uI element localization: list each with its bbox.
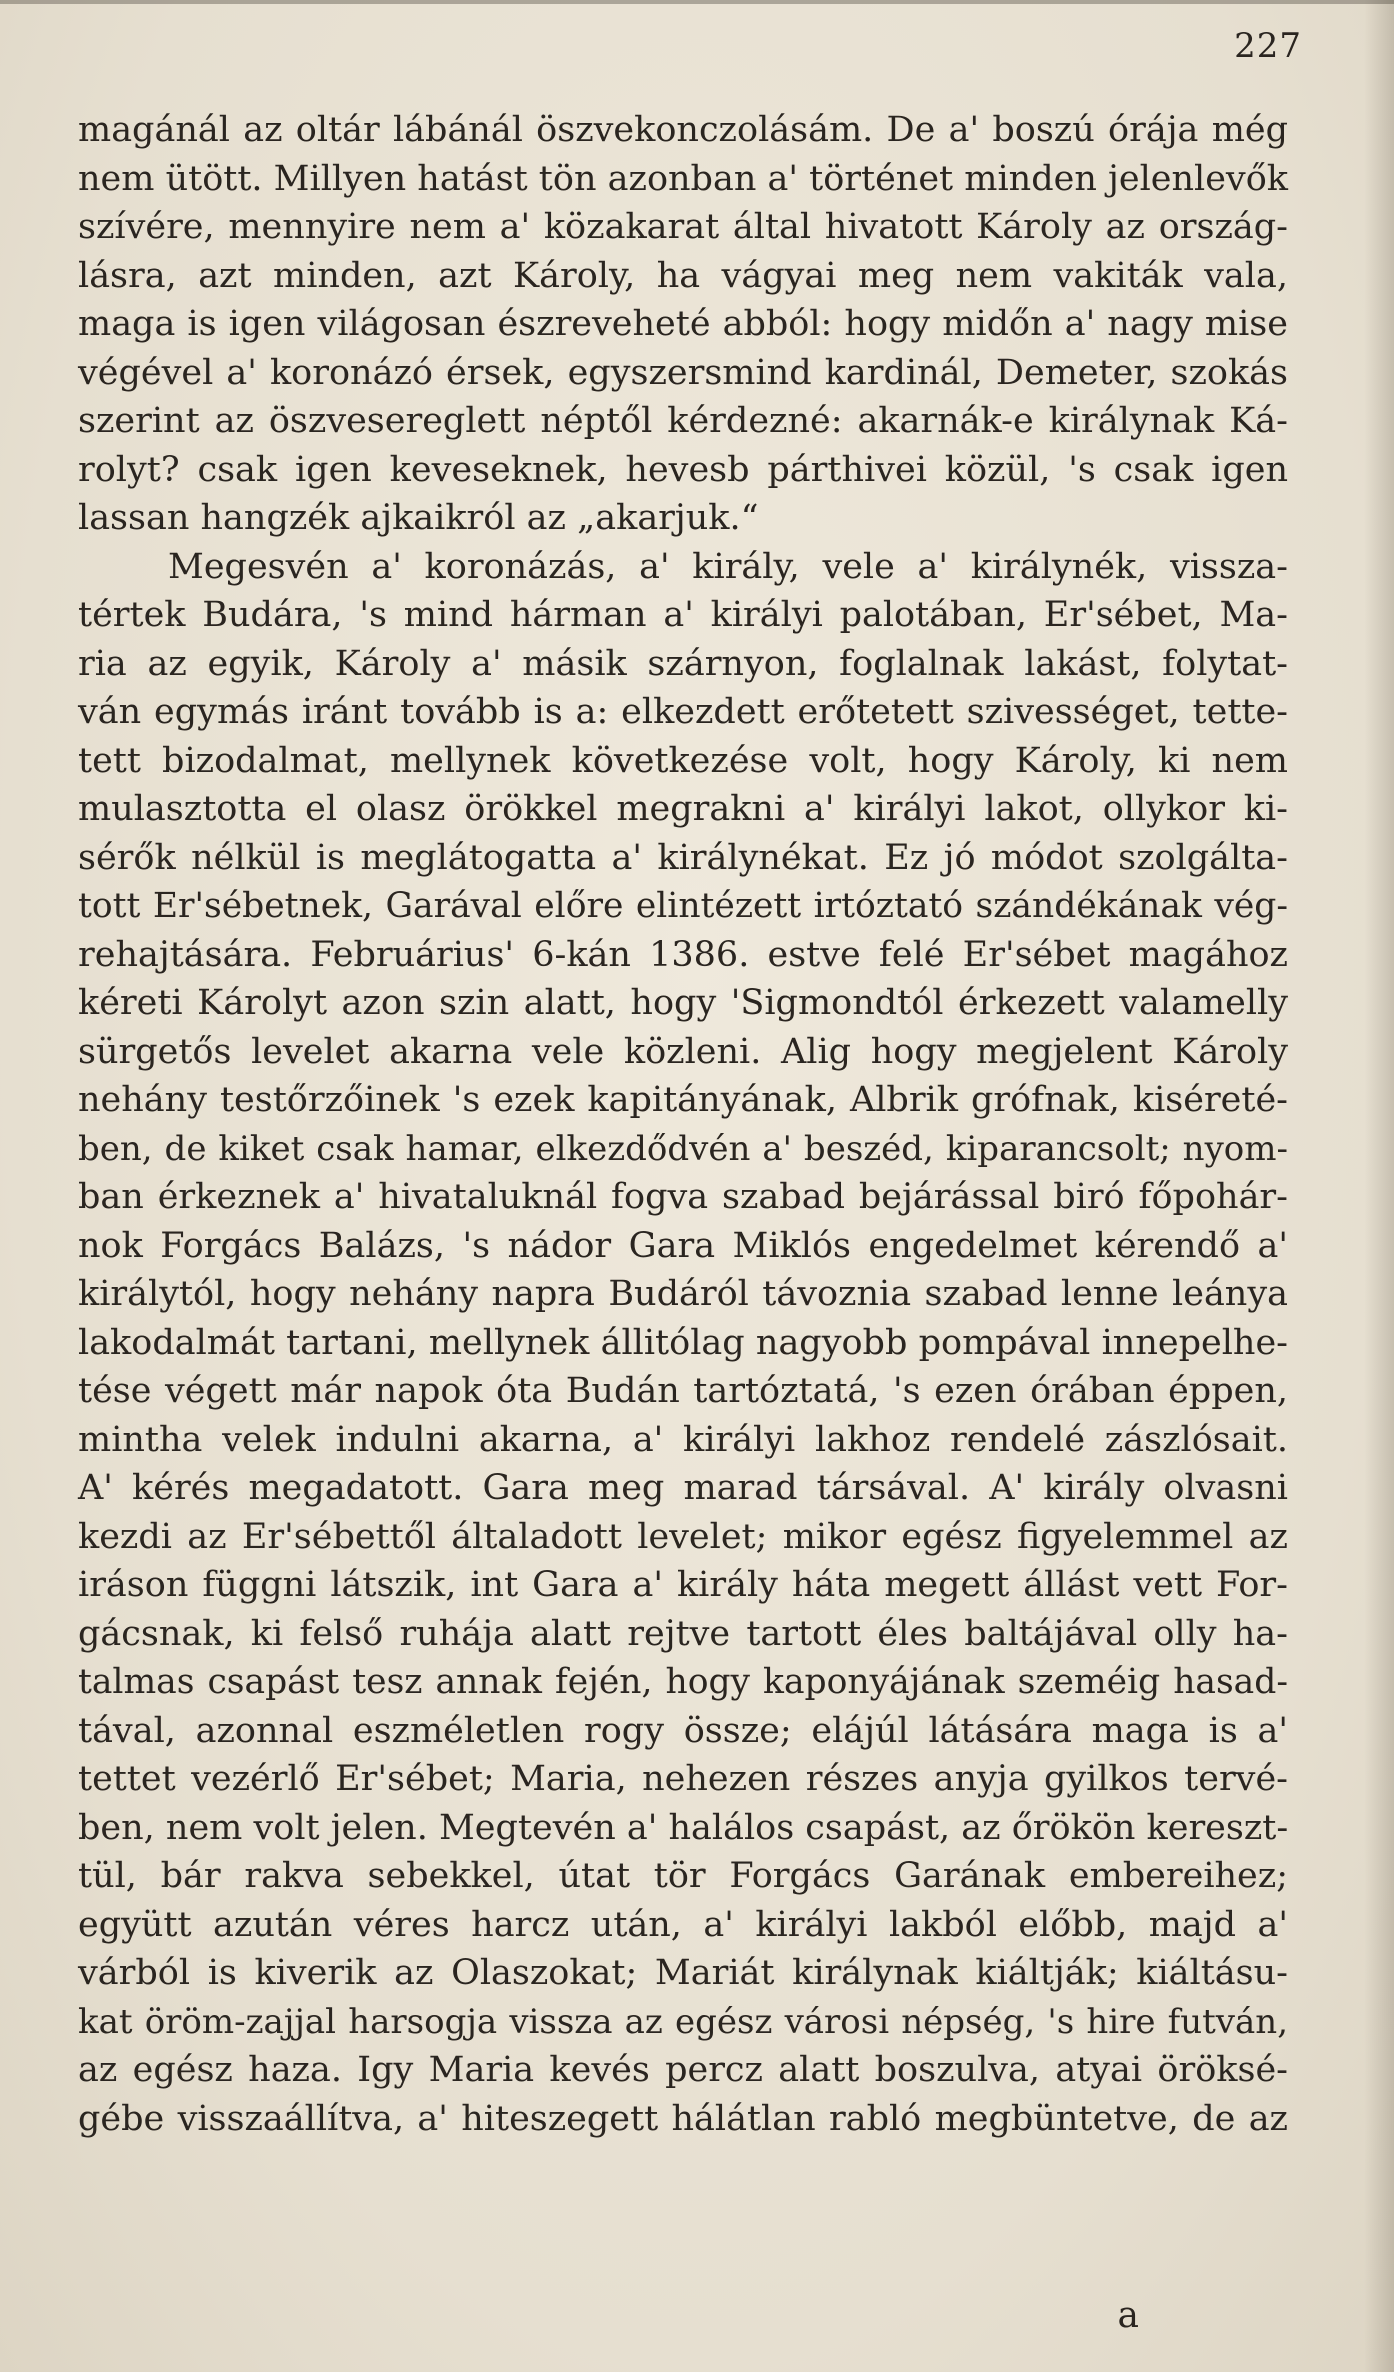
- text-line: mulasztotta el olasz örökkel megrakni a' királyi lakot, ollykor ki-: [78, 789, 1288, 829]
- text-line: kéreti Károlyt azon szin alatt, hogy 'Sigmondtól érkezett valamelly: [78, 983, 1288, 1023]
- text-line: királytól, hogy nehány napra Budáról távoznia szabad lenne leánya: [78, 1274, 1288, 1314]
- text-line: gébe visszaállítva, a' hiteszegett hálátlan rabló megbüntetve, de az: [78, 2098, 1288, 2139]
- text-line: lakodalmát tartani, mellynek állitólag nagyobb pompával innepelhe-: [78, 1322, 1288, 1363]
- text-line: az egész haza. Igy Maria kevés percz alatt boszulva, atyai öröksé-: [78, 2050, 1288, 2090]
- text-line: iráson függni látszik, int Gara a' király háta megett állást vett For-: [78, 1565, 1288, 1605]
- page-top-edge: [0, 0, 1394, 4]
- text-line: magánál az oltár lábánál öszvekonczolásám. De a' boszú órája még: [78, 110, 1288, 150]
- text-line: tett bizodalmat, mellynek következése volt, hogy Károly, ki nem: [78, 740, 1288, 781]
- text-line: várból is kiverik az Olaszokat; Mariát királynak kiáltják; kiáltásu-: [78, 1953, 1288, 1993]
- text-line: Megesvén a' koronázás, a' király, vele a' királynék, vissza-: [168, 546, 1288, 587]
- text-line: végével a' koronázó érsek, egyszersmind kardinál, Demeter, szokás: [78, 352, 1288, 393]
- text-line: sürgetős levelet akarna vele közleni. Alig hogy megjelent Károly: [78, 1031, 1288, 1072]
- text-line: szívére, mennyire nem a' közakarat által hivatott Károly az ország-: [78, 207, 1288, 247]
- text-line: tül, bár rakva sebekkel, útat tör Forgács Garának embereihez;: [78, 1856, 1288, 1896]
- page-edge-shadow: [1364, 0, 1394, 2372]
- text-line: ben, de kiket csak hamar, elkezdődvén a' beszéd, kiparancsolt; nyom-: [78, 1128, 1288, 1169]
- text-line: ria az egyik, Károly a' másik szárnyon, foglalnak lakást, folytat-: [78, 643, 1288, 684]
- body-text: [78, 106, 1288, 2143]
- text-line: gácsnak, ki felső ruhája alatt rejtve tartott éles baltájával olly ha-: [78, 1613, 1288, 1654]
- text-line: tértek Budára, 's mind hárman a' királyi palotában, Er'sébet, Ma-: [78, 595, 1288, 635]
- text-line: ben, nem volt jelen. Megtevén a' halálos csapást, az őrökön kereszt-: [78, 1807, 1289, 1848]
- text-line: talmas csapást tesz annak fején, hogy kaponyájának szeméig hasad-: [78, 1662, 1288, 1702]
- text-line: tettet vezérlő Er'sébet; Maria, nehezen részes anyja gyilkos tervé-: [78, 1759, 1288, 1799]
- text-line: rolyt? csak igen keveseknek, hevesb párthivei közül, 's csak igen: [78, 449, 1288, 490]
- text-line: tával, azonnal eszméletlen rogy össze; elájúl látására maga is a': [78, 1710, 1288, 1751]
- text-line: ván egymás iránt tovább is a: elkezdett erőtetett szivességet, tette-: [78, 692, 1288, 732]
- text-line: nok Forgács Balázs, 's nádor Gara Miklós engedelmet kérendő a': [78, 1225, 1288, 1266]
- text-line: tése végett már napok óta Budán tartóztatá, 's ezen órában éppen,: [78, 1371, 1288, 1411]
- text-line: tott Er'sébetnek, Garával előre elintézett irtóztató szándékának vég-: [78, 886, 1288, 926]
- text-line: nehány testőrzőinek 's ezek kapitányának, Albrik grófnak, kiséreté-: [78, 1080, 1288, 1120]
- text-line: kezdi az Er'sébettől általadott levelet; mikor egész figyelemmel az: [78, 1516, 1288, 1557]
- text-line: szerint az öszvesereglett néptől kérdezné: akarnák-e királynak Ká-: [78, 401, 1288, 441]
- text-line: lásra, azt minden, azt Károly, ha vágyai meg nem vakiták vala,: [78, 255, 1288, 296]
- text-line: nem ütött. Millyen hatást tön azonban a' történet minden jelenlevők: [78, 158, 1288, 199]
- catchword: a: [1117, 2295, 1139, 2336]
- text-line: lassan hangzék ajkaikról az „akarjuk.“: [78, 498, 759, 538]
- page-number: 227: [1234, 26, 1302, 66]
- text-line: kat öröm-zajjal harsogja vissza az egész városi népség, 's hire futván,: [78, 2001, 1288, 2042]
- text-line: maga is igen világosan észreveheté abból: hogy midőn a' nagy mise: [78, 304, 1288, 344]
- text-line: sérők nélkül is meglátogatta a' királynékat. Ez jó módot szolgálta-: [78, 837, 1288, 878]
- text-line: A' kérés megadatott. Gara meg marad társával. A' király olvasni: [78, 1468, 1288, 1508]
- text-line: együtt azután véres harcz után, a' királyi lakból előbb, majd a': [78, 1904, 1288, 1945]
- text-line: ban érkeznek a' hivataluknál fogva szabad bejárással biró főpohár-: [78, 1177, 1288, 1217]
- text-line: mintha velek indulni akarna, a' királyi lakhoz rendelé zászlósait.: [78, 1419, 1288, 1460]
- text-line: rehajtására. Februárius' 6-kán 1386. estve felé Er'sébet magához: [78, 934, 1288, 975]
